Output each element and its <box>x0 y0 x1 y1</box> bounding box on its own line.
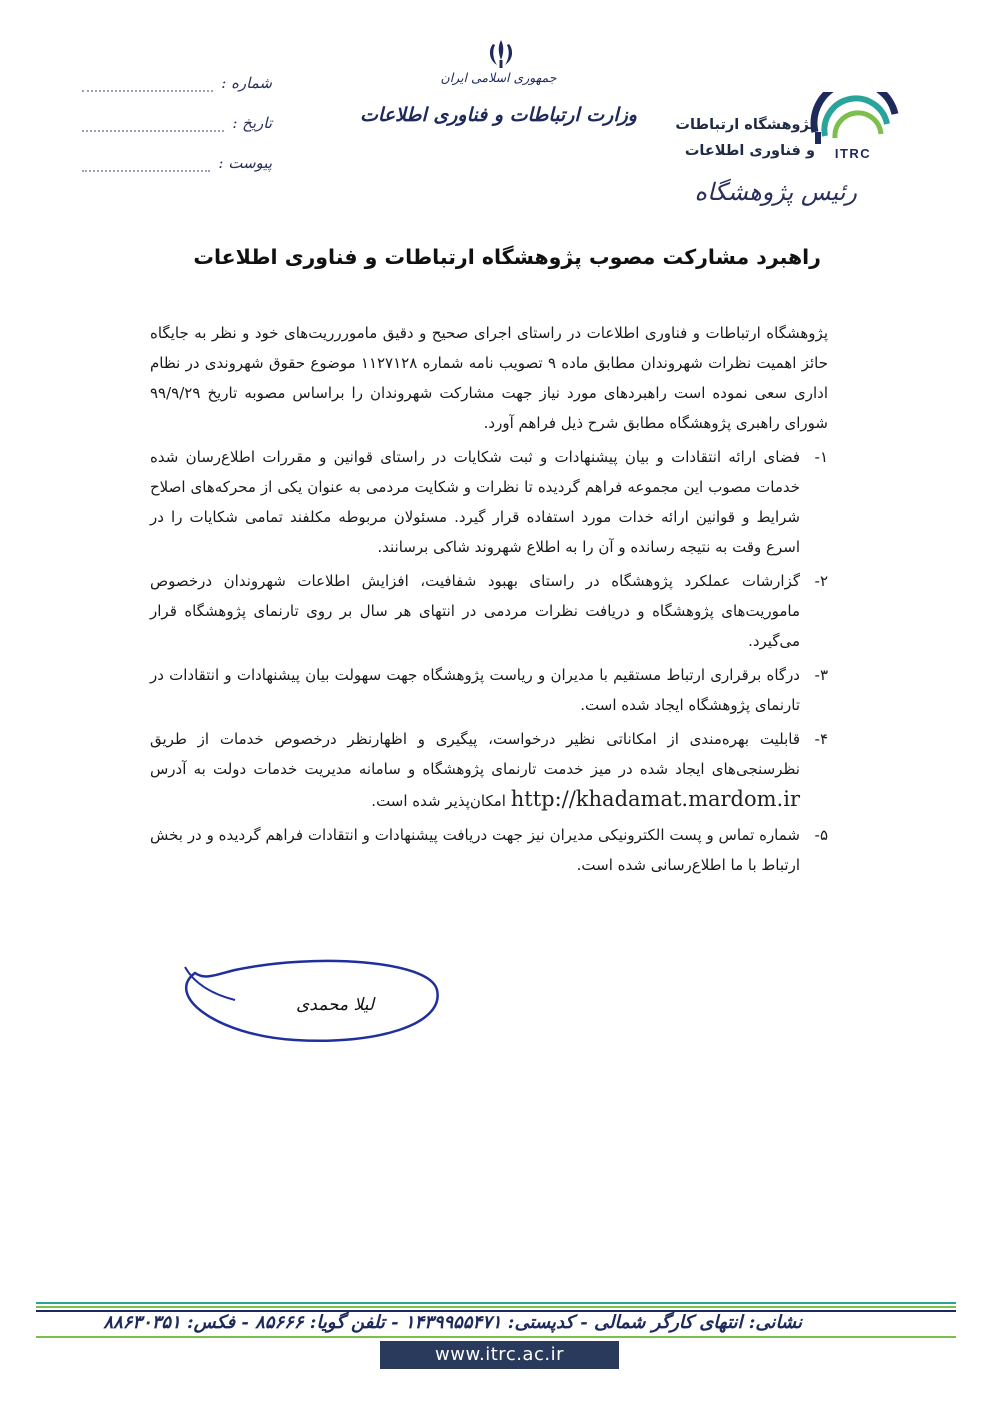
document-body <box>150 318 828 884</box>
date-field <box>82 114 272 132</box>
footer-stripe-green <box>36 1306 956 1308</box>
itrc-name-line2: و فناوری اطلاعات <box>684 143 815 159</box>
intro-paragraph: پژوهشگاه ارتباطات و فناوری اطلاعات در راستای اجرای صحیح و دقیق ماموررریت‌های خود و نظر به جایگاه حائز اهمیت نظرات شهروندان مطابق ماده ۹ تصویب نامه شماره ۱۱۲۷۱۲۸ موضوع حقوق شهروندی در نظام اداری سعی نموده است راهبردهای مورد نیاز جهت مشارکت شهروندان را براساس مصوبه تاریخ ۹۹/۹/۲۹ شورای راهبری پژوهشگاه مطابق شرح ذیل فراهم آورد. <box>150 324 828 432</box>
signature-name: لیلا محمدی <box>296 995 374 1015</box>
footer-stripe-bottom <box>36 1336 956 1338</box>
list-item <box>150 724 828 816</box>
attachment-field <box>82 154 272 172</box>
list-item <box>150 442 828 562</box>
republic-heading: جمهوری اسلامی ایران <box>440 70 557 85</box>
president-title: رئیس پژوهشگاه <box>694 178 857 206</box>
item-number: ۱- <box>814 448 828 466</box>
ministry-heading: وزارت ارتباطات و فناوری اطلاعات <box>360 104 637 126</box>
iran-emblem-icon <box>484 38 518 70</box>
footer-address: نشانی: انتهای کارگر شمالی - کدپستی: ۱۴۳۹۹۵۵۴۷۱ - تلفن گویا: ۸۵۶۶۶ - فکس: ۸۸۶۳۰۳۵۱ <box>103 1312 802 1333</box>
list-item <box>150 566 828 656</box>
itrc-logo-icon <box>807 92 899 162</box>
item-text: فضای ارائه انتقادات و بیان پیشنهادات و ثبت شکایات در راستای قوانین و مقررات اطلاع‌رسان شده خدمات مصوب این مجموعه فراهم گردیده تا نظرات و شکایت مردمی به عنوان یکی از محرکه‌های اصلاح شرایط و قوانین ارائه خدات مورد استفاده قرار گیرد. مسئولان مربوطه مکلفند تمامی شکایات را در اسرع وقت به نتیجه رسانده و آن را به اطلاع شهروند شاکی برسانند. <box>150 448 800 556</box>
footer-stripe-teal <box>36 1302 956 1304</box>
signature <box>175 955 445 1055</box>
item-number: ۲- <box>814 572 828 590</box>
item-text: گزارشات عملکرد پژوهشگاه در راستای بهبود شفافیت، افزایش اطلاعات شهروندان درخصوص ماموریت‌های پژوهشگاه و دریافت نظرات مردمی در انتهای هر سال بر روی تارنمای پژوهشگاه قرار می‌گیرد. <box>150 572 800 650</box>
document-title: راهبرد مشارکت مصوب پژوهشگاه ارتباطات و فناوری اطلاعات <box>193 245 821 269</box>
number-dotted-line <box>82 78 213 92</box>
item-text-after: امکان‌پذیر شده است. <box>371 792 506 810</box>
website-link[interactable]: www.itrc.ac.ir <box>380 1341 619 1369</box>
itrc-name <box>675 112 815 164</box>
list-item <box>150 820 828 880</box>
itrc-logo-text: ITRC <box>834 146 872 161</box>
date-label: تاریخ : <box>232 114 272 132</box>
list-item <box>150 660 828 720</box>
date-dotted-line <box>82 118 224 132</box>
number-label: شماره : <box>221 74 272 92</box>
khadamat-link[interactable]: http://khadamat.mardom.ir <box>510 787 800 811</box>
number-field <box>82 74 272 92</box>
attachment-dotted-line <box>82 158 210 172</box>
attachment-label: پیوست : <box>218 154 272 172</box>
item-text: درگاه برقراری ارتباط مستقیم با مدیران و ریاست پژوهشگاه جهت سهولت بیان پیشنهادات و انتقادات در تارنمای پژوهشگاه ایجاد شده است. <box>150 666 800 714</box>
item-number: ۴- <box>814 730 828 748</box>
itrc-name-line1: پژوهشگاه ارتباطات <box>675 117 815 133</box>
item-text: قابلیت بهره‌مندی از امکاناتی نظیر درخواست، پیگیری و اظهارنظر درخصوص خدمات از طریق نظرسنجی‌های ایجاد شده در میز خدمت تارنمای پژوهشگاه و سامانه مدیریت خدمات دولت به آدرس <box>150 730 800 778</box>
item-text: شماره تماس و پست الکترونیکی مدیران نیز جهت دریافت پیشنهادات و انتقادات فراهم گردیده و در بخش ارتباط با ما اطلاع‌رسانی شده است. <box>150 826 800 874</box>
item-number: ۵- <box>814 826 828 844</box>
item-number: ۳- <box>814 666 828 684</box>
